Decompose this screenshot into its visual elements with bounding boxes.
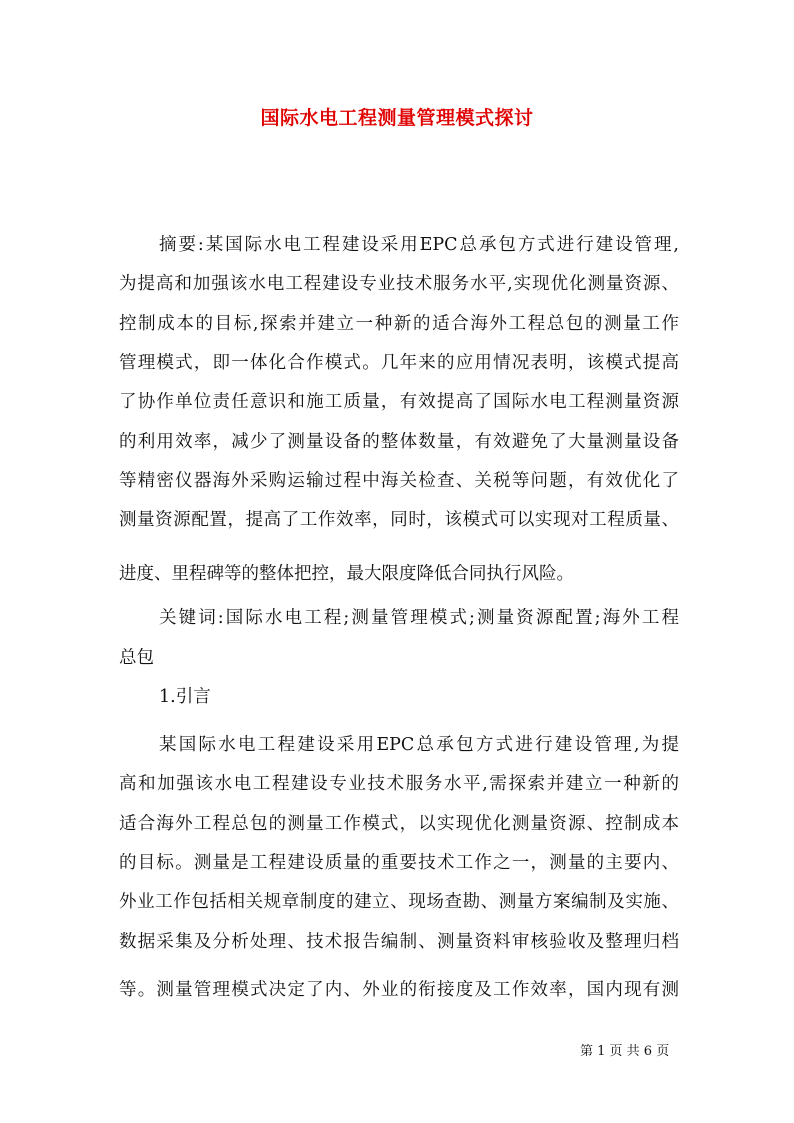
text-line-3: 控制成本的目标,探索并建立一种新的适合海外工程总包的测量工作 [119,314,679,334]
body-line-1: 某国际水电工程建设采用EPC总承包方式进行建设管理,为提 [159,735,679,755]
text-line-4: 管理模式，即一体化合作模式。几年来的应用情况表明，该模式提高 [119,353,679,373]
keywords-line-1: 关键词:国际水电工程;测量管理模式;测量资源配置;海外工程 [159,608,679,628]
text-line-1: 摘要:某国际水电工程建设采用EPC总承包方式进行建设管理, [159,235,679,255]
text-line-8: 测量资源配置，提高了工作效率，同时，该模式可以实现对工程质量、 [119,510,679,530]
text-line-6: 的利用效率，减少了测量设备的整体数量，有效避免了大量测量设备 [119,432,679,452]
body-line-7: 等。测量管理模式决定了内、外业的衔接度及工作效率，国内现有测 [119,980,679,1000]
text-line-9: 进度、里程碑等的整体把控，最大限度降低合同执行风险。 [119,564,574,584]
text-line-7: 等精密仪器海外采购运输过程中海关检查、关税等问题，有效优化了 [119,471,679,491]
text-line-5: 了协作单位责任意识和施工质量，有效提高了国际水电工程测量资源 [119,392,679,412]
body-line-6: 数据采集及分析处理、技术报告编制、测量资料审核验收及整理归档 [119,932,679,952]
body-line-2: 高和加强该水电工程建设专业技术服务水平,需探索并建立一种新的 [119,774,679,794]
document-title: 国际水电工程测量管理模式探讨 [260,107,534,129]
text-line-2: 为提高和加强该水电工程建设专业技术服务水平,实现优化测量资源、 [119,274,679,294]
page-footer: 第 1 页 共 6 页 [580,1044,670,1059]
body-line-4: 的目标。测量是工程建设质量的重要技术工作之一，测量的主要内、 [119,853,679,873]
body-line-5: 外业工作包括相关规章制度的建立、现场查勘、测量方案编制及实施、 [119,892,679,912]
section-heading: 1.引言 [159,687,211,707]
keywords-line-2: 总包 [119,648,154,668]
body-line-3: 适合海外工程总包的测量工作模式，以实现优化测量资源、控制成本 [119,814,679,834]
